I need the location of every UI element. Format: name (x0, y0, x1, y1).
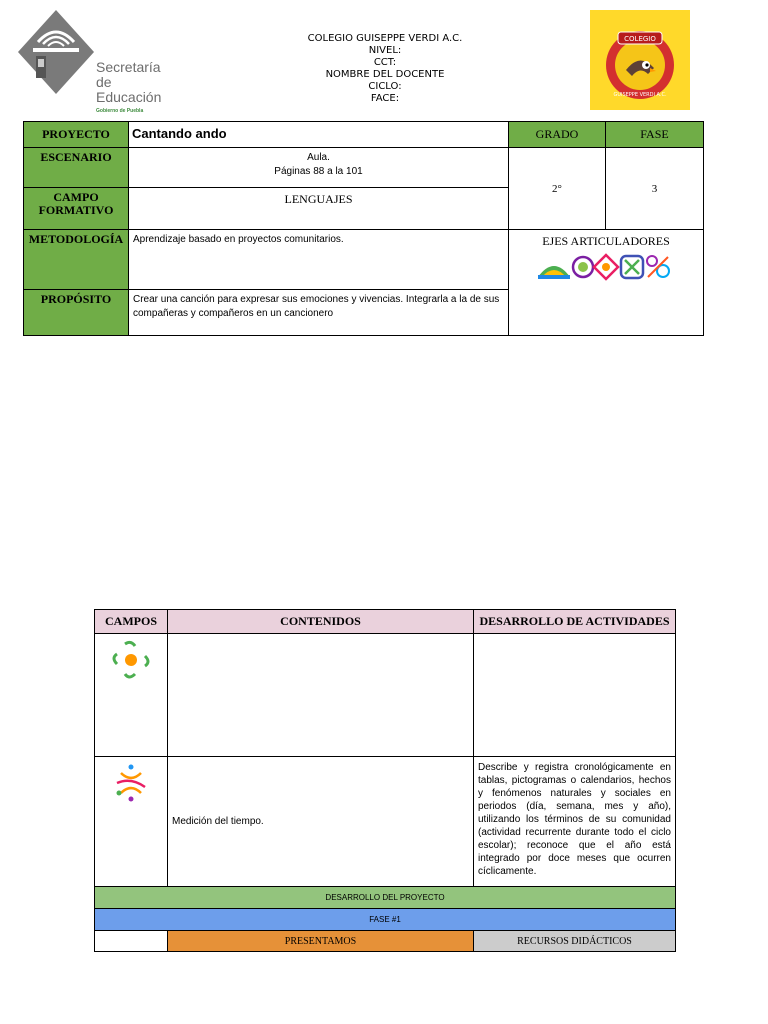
campo-label-line2: FORMATIVO (38, 203, 114, 217)
campo-row1-icon-cell (95, 634, 168, 757)
school-crest-icon (590, 10, 690, 110)
campo-etica-naturaleza-icon (111, 640, 151, 680)
desarrollo-proyecto-band: DESARROLLO DEL PROYECTO (95, 887, 676, 909)
fase-value: 3 (606, 148, 704, 230)
recursos-cell: RECURSOS DIDÁCTICOS (474, 931, 676, 952)
escenario-line1: Aula. (307, 152, 330, 163)
ejes-cell (509, 230, 704, 336)
ciclo-label: CICLO: (368, 81, 402, 92)
face-label: FACE: (370, 93, 400, 104)
campo-saberes-pensamiento-icon (111, 763, 151, 803)
sep-logo-line1: Secretaría (96, 59, 161, 75)
campo-label-line1: CAMPO (53, 190, 99, 204)
contenidos-header: CONTENIDOS (168, 610, 474, 634)
campo-formativo-value: LENGUAJES (129, 188, 509, 230)
school-name: COLEGIO GUISEPPE VERDI A.C. (307, 33, 463, 44)
sep-logo-line3: Gobierno de Puebla (96, 108, 144, 114)
grado-value: 2° (509, 148, 606, 230)
escenario-value (129, 148, 509, 188)
campo-row2-icon-cell (95, 757, 168, 887)
nivel-label: NIVEL: (368, 45, 402, 56)
ejes-label: EJES ARTICULADORES (542, 234, 670, 248)
escenario-line2: Páginas 88 a la 101 (274, 166, 363, 177)
empty-cell (95, 931, 168, 952)
metodologia-label: METODOLOGÍA (24, 230, 129, 290)
proyecto-label: PROYECTO (24, 122, 129, 148)
proposito-value: Crear una canción para expresar sus emociones y vivencias. Integrarla a la de sus compañeras y compañeros en un cancionero (129, 290, 509, 336)
row2-desarrollo: Describe y registra cronológicamente en tablas, pictogramas o calendarios, hechos y fenómenos naturales y sociales en periodos (día, semana, mes y año), utilizando los términos de su comunidad (actividad recurrente durante todo el ciclo escolar); reconoce que el año está integrado por doce meses que ocurren cíclicamente. (474, 757, 676, 887)
eje-interculturalidad-icon (594, 255, 618, 279)
school-logo-text: COLEGIO (624, 35, 656, 43)
presentamos-cell: PRESENTAMOS (168, 931, 474, 952)
ejes-articuladores-icons (536, 251, 676, 281)
cct-label: CCT: (373, 57, 397, 68)
fase-band: FASE #1 (95, 909, 676, 931)
activities-table (94, 609, 676, 952)
docente-label: NOMBRE DEL DOCENTE (325, 69, 445, 80)
row2-contenido: Medición del tiempo. (168, 757, 474, 887)
ejes-icons (509, 251, 703, 281)
row1-contenido (168, 634, 474, 757)
metodologia-value: Aprendizaje basado en proyectos comunitarios. (129, 230, 509, 290)
sep-emblem-icon (16, 8, 96, 96)
eje-vida-saludable-icon (647, 256, 669, 277)
sep-logo (16, 8, 176, 114)
row1-desarrollo (474, 634, 676, 757)
eje-igualdad-genero-icon (621, 256, 643, 278)
sep-logo-line2: de Educación (96, 74, 162, 105)
proyecto-value: Cantando ando (129, 122, 509, 148)
school-logo (590, 10, 690, 110)
eje-pensamiento-critico-icon (573, 257, 593, 277)
campos-header: CAMPOS (95, 610, 168, 634)
escenario-label: ESCENARIO (24, 148, 129, 188)
school-header (280, 33, 490, 105)
grado-label: GRADO (509, 122, 606, 148)
project-info-table (23, 121, 704, 336)
campo-formativo-label (24, 188, 129, 230)
eje-inclusion-icon (538, 266, 570, 279)
desarrollo-header: DESARROLLO DE ACTIVIDADES (474, 610, 676, 634)
proposito-label: PROPÓSITO (24, 290, 129, 336)
fase-label: FASE (606, 122, 704, 148)
school-logo-ring-text: GUISEPPE VERDI A.C. (613, 92, 667, 98)
